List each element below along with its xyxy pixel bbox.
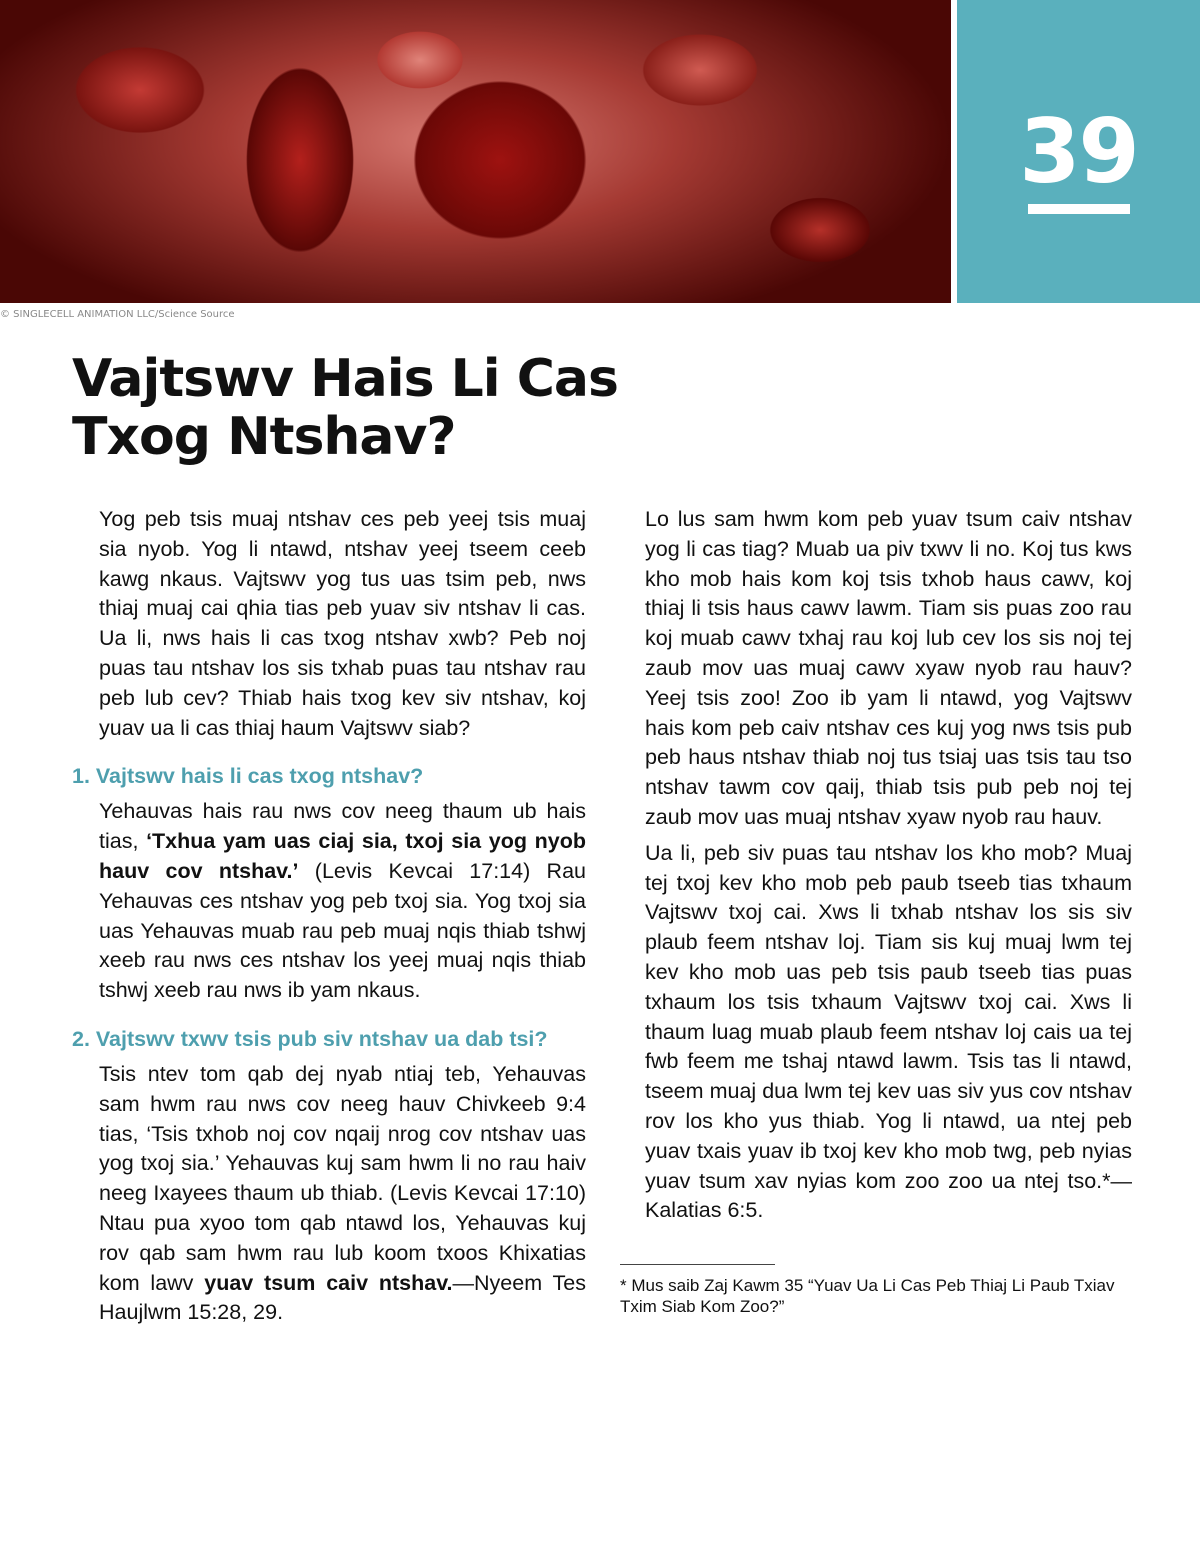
lesson-number: 39 <box>1019 100 1138 203</box>
footnote: * Mus saib Zaj Kawm 35 “Yuav Ua Li Cas Peb Thiaj Li Paub Txiav Txim Siab Kom Zoo?” <box>620 1276 1115 1316</box>
paragraph: Ua li, peb siv puas tau ntshav los kho mob? Muaj tej txoj kev kho mob peb paub tseeb tias txhaum Vajtswv txoj cai. Xws li txhab ntshav los sis siv plaub feem ntshav loj. Tiam sis kuj muaj lwm tej kev kho mob uas peb tsis paub tseeb tias puas txhaum los tsis txhaum Vajtswv txoj cai. Xws li thaum luag muab plaub feem ntshav loj cais ua tej fwb feem me tshaj ntawd lawm. Tsis tas li ntawd, tseem muaj dua lwm tej kev uas siv yus cov ntshav rov los kho yus thiab. Yog li ntawd, ua ntej peb yuav txais yuav ib txoj kev kho mob twg, peb nyias yuav tsum xav nyias kom zoo zoo ua ntej tso.*—Kalatias 6:5. <box>645 840 1132 1223</box>
blood-cells-photo <box>0 0 951 303</box>
section-paragraph <box>99 797 586 1006</box>
footnote-divider <box>620 1264 775 1265</box>
text: (Levis Kevcai 17:14) Rau Yehauvas ces ntshav yog peb txoj sia. Yog txoj sia uas Yehauvas muab rau peb muaj nqis thiab tshwj xeeb rau nws ces ntshav los yeej muaj nqis thiab tshwj xeeb rau nws ib yam nkaus. <box>99 858 587 1003</box>
bold-quote: ‘Txhua yam uas ciaj sia, txoj sia yog nyob hauv cov ntshav.’ <box>99 829 586 883</box>
section-heading: 1. Vajtswv hais li cas txog ntshav? <box>72 764 424 789</box>
bold-text: yuav tsum caiv ntshav. <box>204 1270 453 1295</box>
text: Tsis ntev tom qab dej nyab ntiaj teb, Yehauvas sam hwm rau nws cov neeg hauv Chivkeeb 9:4 tias, ‘Tsis txhob noj cov nqaij nrog cov ntshav uas yog txoj sia.’ Yehauvas kuj sam hwm li no rau haiv neeg Ixayees thaum ub thiab. (Levis Kevcai 17:10) Ntau pua xyoo tom qab ntawd los, Yehauvas kuj rov qab sam hwm rau lub koom txoos Khixatias kom lawv <box>99 1061 586 1295</box>
right-column <box>645 505 1132 1232</box>
text: —Nyeem Tes Haujlwm 15:28, 29. <box>99 1270 586 1325</box>
lesson-number-underline <box>1028 204 1130 214</box>
paragraph: Lo lus sam hwm kom peb yuav tsum caiv ntshav yog li cas tiag? Muab ua piv txwv li no. Koj tus kws kho mob hais kom koj tsis txhob haus cawv, koj thiaj li tsis haus cawv lawm. Tiam sis puas zoo rau koj muab cawv txhaj rau koj lub cev los sis noj tej zaub mov uas muaj cawv xyaw nyob rau hauv? Yeej tsis zoo! Zoo ib yam li ntawd, yog Vajtswv hais kom peb caiv ntshav ces kuj yog nws tsis pub peb haus ntshav thiab noj tus tsiaj uas tsis tau tso ntshav tawm cov qaij, thiab tsis pub peb noj tej zaub mov uas muaj ntshav xyaw nyob rau hauv. <box>645 507 1132 829</box>
text: Yehauvas hais rau nws cov neeg thaum ub hais tias, <box>99 799 586 854</box>
section-heading: 2. Vajtswv txwv tsis pub siv ntshav ua dab tsi? <box>72 1026 548 1051</box>
intro-paragraph: Yog peb tsis muaj ntshav ces peb yeej tsis muaj sia nyob. Yog li ntawd, ntshav yeej tseem ceeb kawg nkaus. Vajtswv yog tus uas tsim peb, nws thiaj muaj cai qhia tias peb yuav siv ntshav li cas. Ua li, nws hais li cas txog ntshav xwb? Peb noj puas tau ntshav los sis txhab puas tau ntshav rau peb lub cev? Thiab hais txog kev siv ntshav, koj yuav ua li cas thiaj haum Vajtswv siab? <box>99 507 586 740</box>
lesson-number-box <box>957 0 1200 303</box>
left-column <box>72 505 587 1334</box>
page-title: Vajtswv Hais Li Cas Txog Ntshav? <box>72 349 618 467</box>
section-paragraph <box>99 1060 586 1328</box>
photo-credit: © SINGLECELL ANIMATION LLC/Science Source <box>0 309 235 320</box>
